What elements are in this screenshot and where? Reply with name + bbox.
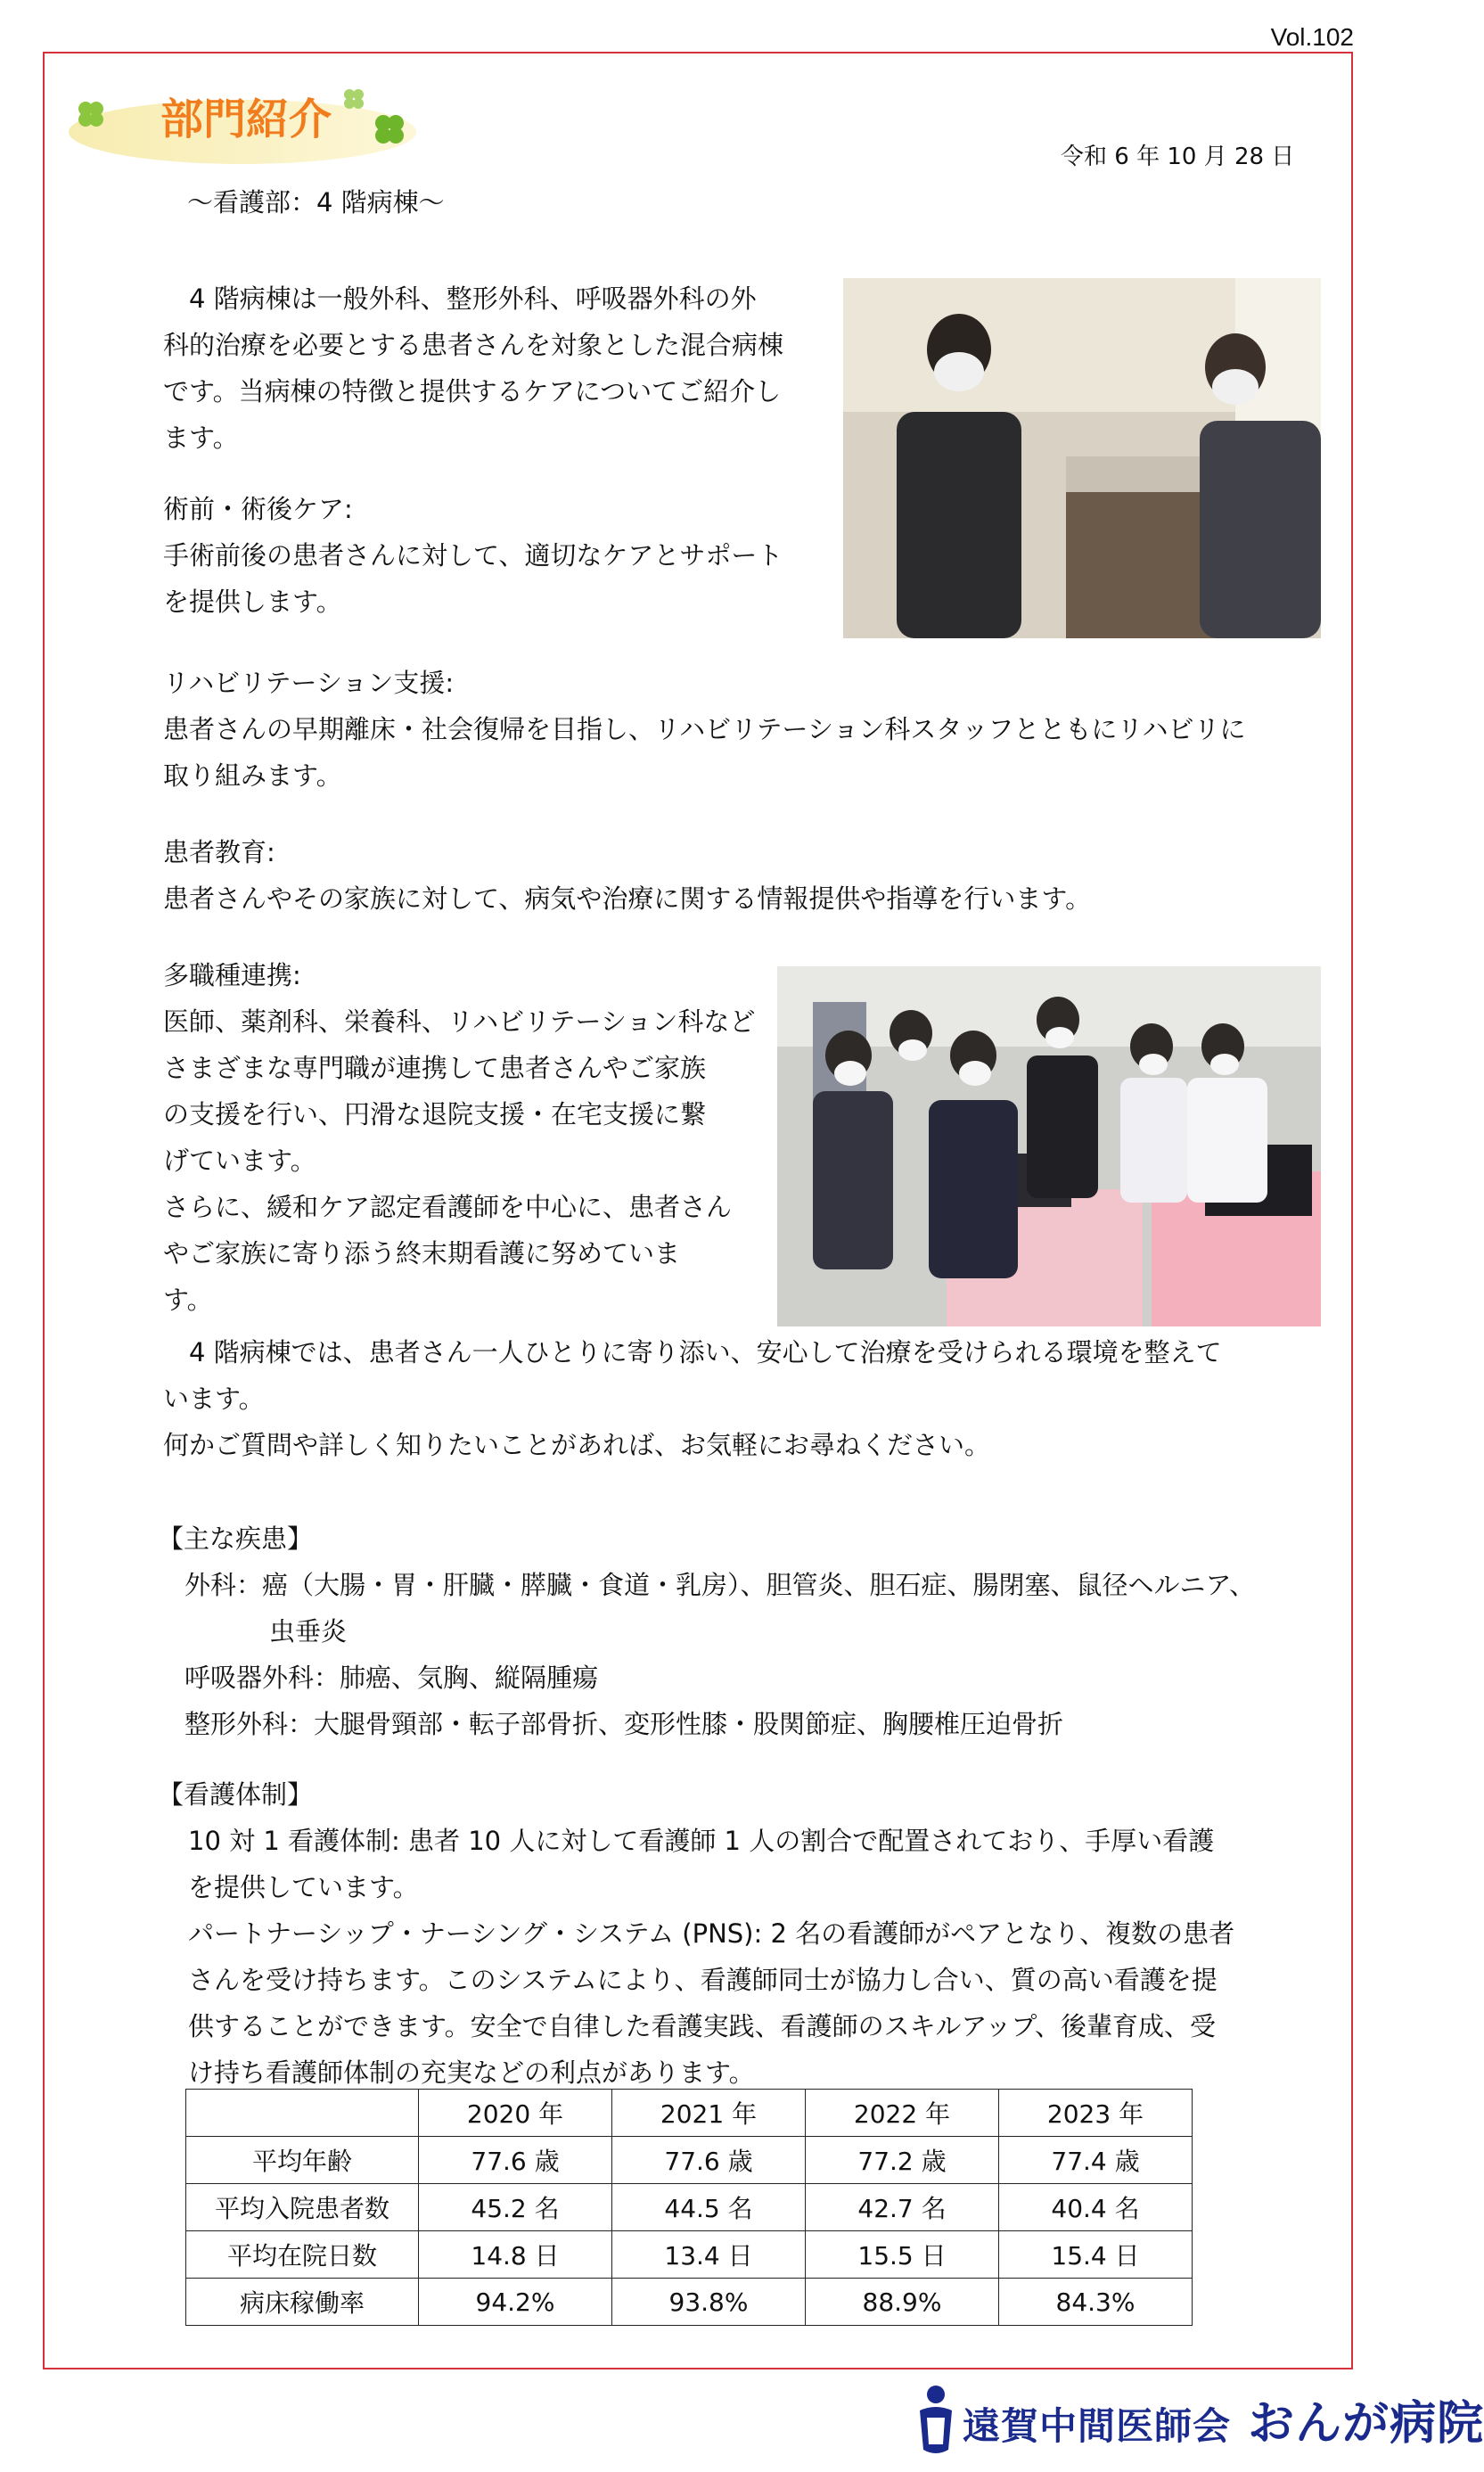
table-row-header: 平均年齢 <box>186 2137 419 2184</box>
text-line: パートナーシップ・ナーシング・システム (PNS): 2 名の看護師がペアとなり、複数の患者 <box>188 1918 1235 1949</box>
table-column-header: 2022 年 <box>806 2090 999 2137</box>
table-cell: 88.9% <box>806 2279 999 2326</box>
ward-photo-nurses <box>843 278 1321 638</box>
table-corner-cell <box>186 2090 419 2137</box>
section-heading: 術前・術後ケア: <box>163 494 353 524</box>
section-heading: リハビリテーション支援: <box>163 668 455 698</box>
table-row-header: 病床稼働率 <box>186 2279 419 2326</box>
text-line: です。当病棟の特徴と提供するケアについてご紹介し <box>163 376 782 407</box>
text-line: 患者さんの早期離床・社会復帰を目指し、リハビリテーション科スタッフとともにリハビリに <box>163 714 1246 744</box>
text-line: を提供します。 <box>163 587 342 617</box>
text-line: 外科：癌（大腸・胃・肝臓・膵臓・食道・乳房）、胆管炎、胆石症、腸閉塞、鼠径ヘルニア、 <box>184 1570 1256 1600</box>
section-periop <box>163 486 783 625</box>
text-line: の支援を行い、円滑な退院支援・在宅支援に繋 <box>163 1099 707 1129</box>
text-line: います。 <box>163 1384 265 1414</box>
section-diseases <box>158 1515 1255 1747</box>
section-education <box>163 829 1091 922</box>
department-subtitle: ～看護部：4 階病棟～ <box>187 187 445 218</box>
table-column-header: 2020 年 <box>419 2090 612 2137</box>
text-line: 10 対 1 看護体制: 患者 10 人に対して看護師 1 人の割合で配置されており、手厚い看護 <box>188 1826 1215 1856</box>
text-line: 科的治療を必要とする患者さんを対象とした混合病棟 <box>163 330 784 360</box>
volume-number: Vol.102 <box>1270 23 1354 51</box>
table-cell: 15.5 日 <box>806 2231 999 2279</box>
hospital-name <box>963 2386 1484 2452</box>
section-heading: 多職種連携: <box>163 960 301 990</box>
section-nursing-system <box>158 1771 1234 2096</box>
text-line: す。 <box>163 1285 213 1315</box>
table-cell: 44.5 名 <box>612 2184 806 2231</box>
table-row <box>186 2184 1193 2231</box>
table-row <box>186 2279 1193 2326</box>
text-line: 4 階病棟は一般外科、整形外科、呼吸器外科の外 <box>163 283 757 314</box>
table-row-header: 平均入院患者数 <box>186 2184 419 2231</box>
table-cell: 40.4 名 <box>999 2184 1193 2231</box>
table-row-header: 平均在院日数 <box>186 2231 419 2279</box>
text-line: 4 階病棟では、患者さん一人ひとりに寄り添い、安心して治療を受けられる環境を整えて <box>163 1337 1222 1367</box>
ward-statistics-table <box>185 2089 1193 2326</box>
text-line: さんを受け持ちます。このシステムにより、看護師同士が協力し合い、質の高い看護を提 <box>188 1965 1218 1995</box>
hospital-title: おんが病院 <box>1248 2397 1484 2451</box>
text-line: け持ち看護師体制の充実などの利点があります。 <box>188 2057 755 2088</box>
section-heading: 【主な疾患】 <box>158 1523 314 1554</box>
table-header-row <box>186 2090 1193 2137</box>
text-line: やご家族に寄り添う終末期看護に努めていま <box>163 1238 681 1269</box>
table-cell: 13.4 日 <box>612 2231 806 2279</box>
table-cell: 42.7 名 <box>806 2184 999 2231</box>
intro-paragraph <box>163 275 783 461</box>
table-cell: 14.8 日 <box>419 2231 612 2279</box>
text-line: 呼吸器外科：肺癌、気胸、縦隔腫瘍 <box>184 1663 599 1693</box>
section-collaboration <box>163 952 755 1323</box>
section-rehab <box>163 660 1246 799</box>
text-line: 手術前後の患者さんに対して、適切なケアとサポート <box>163 540 783 571</box>
text-line: さまざまな専門職が連携して患者さんやご家族 <box>163 1053 707 1083</box>
table-cell: 94.2% <box>419 2279 612 2326</box>
table-cell: 15.4 日 <box>999 2231 1193 2279</box>
text-line: 医師、薬剤科、栄養科、リハビリテーション科など <box>163 1006 756 1037</box>
section-banner <box>64 78 421 171</box>
issue-date: 令和 6 年 10 月 28 日 <box>1061 144 1295 170</box>
text-line: を提供しています。 <box>188 1872 419 1902</box>
table-cell: 45.2 名 <box>419 2184 612 2231</box>
text-line: 取り組みます。 <box>163 760 342 791</box>
team-conference-photo <box>777 966 1321 1326</box>
text-line: ます。 <box>163 423 239 453</box>
table-column-header: 2023 年 <box>999 2090 1193 2137</box>
table-cell: 77.4 歳 <box>999 2137 1193 2184</box>
table-cell: 77.2 歳 <box>806 2137 999 2184</box>
section-title: 部門紹介 <box>160 94 332 144</box>
table-cell: 77.6 歳 <box>612 2137 806 2184</box>
medical-association-name: 遠賀中間医師会 <box>963 2404 1232 2448</box>
text-line: 供することができます。安全で自律した看護実践、看護師のスキルアップ、後輩育成、受 <box>188 2011 1217 2041</box>
table-row <box>186 2231 1193 2279</box>
text-line: げています。 <box>163 1146 316 1176</box>
table-column-header: 2021 年 <box>612 2090 806 2137</box>
section-heading: 【看護体制】 <box>158 1779 314 1810</box>
text-line: 患者さんやその家族に対して、病気や治療に関する情報提供や指導を行います。 <box>163 883 1092 914</box>
text-line: 虫垂炎 <box>269 1616 348 1647</box>
section-heading: 患者教育: <box>163 837 275 867</box>
table-row <box>186 2137 1193 2184</box>
closing-paragraph <box>163 1329 1222 1468</box>
table-cell: 93.8% <box>612 2279 806 2326</box>
text-line: 何かご質問や詳しく知りたいことがあれば、お気軽にお尋ねください。 <box>163 1430 991 1460</box>
hospital-logo-icon <box>909 2380 963 2466</box>
text-line: 整形外科：大腿骨頸部・転子部骨折、変形性膝・股関節症、胸腰椎圧迫骨折 <box>184 1709 1064 1739</box>
table-cell: 77.6 歳 <box>419 2137 612 2184</box>
table-cell: 84.3% <box>999 2279 1193 2326</box>
text-line: さらに、緩和ケア認定看護師を中心に、患者さん <box>163 1192 733 1222</box>
